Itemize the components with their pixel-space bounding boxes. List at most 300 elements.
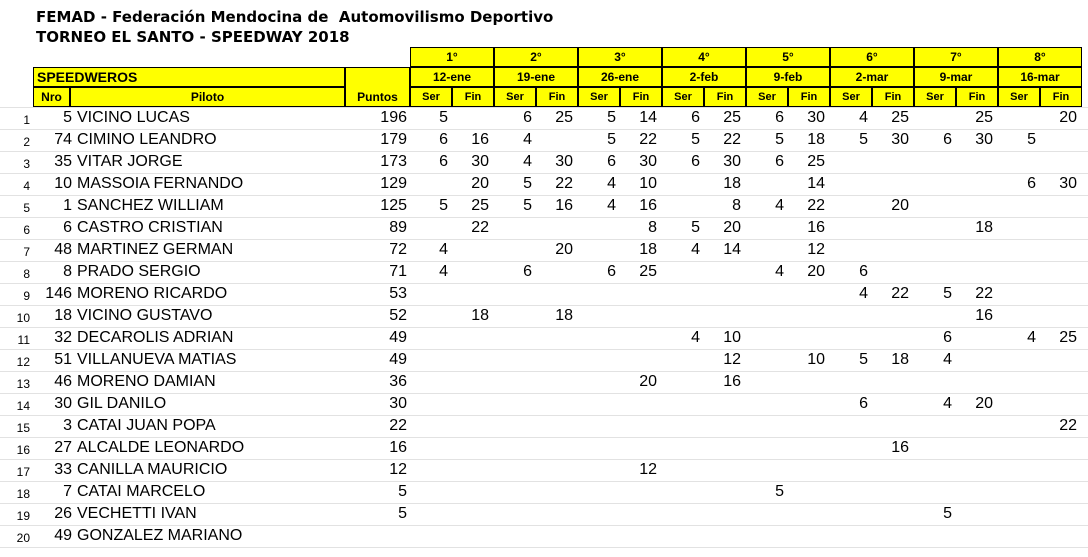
score-fin (1040, 349, 1077, 371)
score-fin (452, 393, 489, 415)
score-ser (914, 371, 952, 393)
score-ser: 5 (691, 131, 700, 148)
score-ser (914, 459, 952, 481)
score-fin: 20 (471, 175, 489, 192)
score-fin: 20 (975, 395, 993, 412)
score-ser (830, 481, 868, 503)
score-ser (662, 371, 700, 393)
row-position: 7 (23, 245, 30, 259)
row-nro: 26 (54, 505, 72, 522)
score-fin: 25 (723, 109, 741, 126)
score-ser (830, 217, 868, 239)
score-fin (704, 437, 741, 459)
score-ser (830, 371, 868, 393)
row-nro: 6 (63, 219, 72, 236)
score-fin (536, 503, 573, 525)
score-ser (662, 415, 700, 437)
score-fin (452, 459, 489, 481)
score-ser (410, 481, 448, 503)
row-nro: 27 (54, 439, 72, 456)
score-fin: 30 (639, 153, 657, 170)
score-fin: 16 (471, 131, 489, 148)
score-fin (452, 437, 489, 459)
score-fin: 25 (555, 109, 573, 126)
score-fin: 30 (807, 109, 825, 126)
row-piloto: MARTINEZ GERMAN (77, 241, 234, 258)
score-fin: 18 (723, 175, 741, 192)
row-puntos: 125 (380, 197, 407, 214)
row-position: 13 (16, 377, 30, 391)
score-ser (914, 239, 952, 261)
score-fin: 22 (891, 285, 909, 302)
score-fin: 30 (891, 131, 909, 148)
score-ser (914, 107, 952, 129)
score-fin: 25 (807, 153, 825, 170)
score-fin (704, 459, 741, 481)
score-ser: 5 (775, 131, 784, 148)
row-piloto: CASTRO CRISTIAN (77, 219, 223, 236)
score-fin: 30 (555, 153, 573, 170)
score-ser (746, 437, 784, 459)
row-piloto: CIMINO LEANDRO (77, 131, 217, 148)
score-fin: 14 (639, 109, 657, 126)
score-fin (872, 371, 909, 393)
sub-ser-header: Ser (998, 87, 1040, 107)
score-ser (494, 437, 532, 459)
score-fin: 10 (639, 175, 657, 192)
score-ser (998, 503, 1036, 525)
score-fin: 14 (807, 175, 825, 192)
score-fin (872, 481, 909, 503)
score-fin (872, 415, 909, 437)
score-ser: 6 (691, 153, 700, 170)
row-piloto: VICINO LUCAS (77, 109, 190, 126)
row-piloto: VITAR JORGE (77, 153, 183, 170)
score-fin (788, 415, 825, 437)
row-gridline (0, 547, 1088, 548)
row-puntos: 53 (389, 285, 407, 302)
score-ser (494, 349, 532, 371)
score-fin (704, 525, 741, 547)
score-ser (998, 261, 1036, 283)
header-line-1: FEMAD - Federación Mendocina de Automovilismo Deportivo (36, 8, 554, 26)
score-ser: 4 (607, 175, 616, 192)
score-ser (998, 415, 1036, 437)
score-ser (914, 481, 952, 503)
score-fin: 12 (639, 461, 657, 478)
score-ser (662, 349, 700, 371)
score-ser (494, 327, 532, 349)
score-ser (914, 195, 952, 217)
score-fin (872, 217, 909, 239)
row-nro: 48 (54, 241, 72, 258)
score-fin: 16 (807, 219, 825, 236)
score-ser (998, 107, 1036, 129)
score-ser: 4 (775, 197, 784, 214)
row-position: 19 (16, 509, 30, 523)
score-fin (536, 217, 573, 239)
score-ser: 5 (607, 131, 616, 148)
score-fin: 30 (1059, 175, 1077, 192)
row-position: 6 (23, 223, 30, 237)
row-nro: 30 (54, 395, 72, 412)
score-ser (494, 481, 532, 503)
sub-ser-header: Ser (662, 87, 704, 107)
score-fin: 16 (723, 373, 741, 390)
row-piloto: CANILLA MAURICIO (77, 461, 228, 478)
score-ser (494, 305, 532, 327)
score-ser (578, 349, 616, 371)
score-fin: 16 (975, 307, 993, 324)
score-fin (956, 459, 993, 481)
score-fin (872, 459, 909, 481)
score-ser (914, 217, 952, 239)
score-fin (536, 327, 573, 349)
score-ser: 4 (943, 395, 952, 412)
score-fin: 25 (1059, 329, 1077, 346)
score-fin (620, 415, 657, 437)
score-fin (536, 261, 573, 283)
score-fin (1040, 283, 1077, 305)
score-ser (914, 173, 952, 195)
row-position: 5 (23, 201, 30, 215)
score-fin: 12 (807, 241, 825, 258)
score-ser: 5 (607, 109, 616, 126)
row-nro: 10 (54, 175, 72, 192)
score-fin: 22 (1059, 417, 1077, 434)
score-ser (578, 239, 616, 261)
score-fin (956, 371, 993, 393)
score-fin (1040, 525, 1077, 547)
round-label: 4° (662, 47, 746, 67)
row-piloto: CATAI JUAN POPA (77, 417, 216, 434)
score-ser (410, 459, 448, 481)
score-ser (494, 239, 532, 261)
score-ser (746, 217, 784, 239)
score-ser (830, 239, 868, 261)
row-puntos: 72 (389, 241, 407, 258)
score-ser (746, 305, 784, 327)
score-fin (452, 283, 489, 305)
score-fin: 22 (807, 197, 825, 214)
row-puntos: 16 (389, 439, 407, 456)
score-ser: 5 (859, 351, 868, 368)
row-piloto: DECAROLIS ADRIAN (77, 329, 234, 346)
score-ser (914, 437, 952, 459)
row-piloto: PRADO SERGIO (77, 263, 201, 280)
score-ser (578, 283, 616, 305)
score-fin (704, 393, 741, 415)
score-fin (452, 261, 489, 283)
score-fin (452, 239, 489, 261)
score-fin: 22 (555, 175, 573, 192)
score-ser: 6 (1027, 175, 1036, 192)
sub-fin-header: Fin (872, 87, 914, 107)
score-fin (788, 525, 825, 547)
score-ser: 6 (523, 109, 532, 126)
round-label: 7° (914, 47, 998, 67)
score-ser (410, 393, 448, 415)
sub-fin-header: Fin (452, 87, 494, 107)
row-puntos: 5 (398, 483, 407, 500)
sub-fin-header: Fin (788, 87, 830, 107)
score-fin (788, 481, 825, 503)
score-fin (620, 503, 657, 525)
score-ser (578, 217, 616, 239)
score-fin (452, 349, 489, 371)
score-ser (578, 415, 616, 437)
score-fin: 20 (723, 219, 741, 236)
sub-fin-header: Fin (620, 87, 662, 107)
score-fin (704, 481, 741, 503)
score-fin (620, 481, 657, 503)
score-fin (956, 481, 993, 503)
row-puntos: 30 (389, 395, 407, 412)
score-ser: 4 (859, 285, 868, 302)
score-fin: 8 (732, 197, 741, 214)
score-ser: 5 (523, 175, 532, 192)
score-fin (1040, 217, 1077, 239)
score-fin: 25 (975, 109, 993, 126)
score-ser (410, 283, 448, 305)
score-ser (998, 151, 1036, 173)
score-fin (1040, 503, 1077, 525)
row-nro: 5 (63, 109, 72, 126)
score-ser (998, 371, 1036, 393)
score-fin: 30 (723, 153, 741, 170)
row-piloto: ALCALDE LEONARDO (77, 439, 245, 456)
row-nro: 1 (63, 197, 72, 214)
row-position: 1 (23, 113, 30, 127)
score-fin (1040, 481, 1077, 503)
score-fin (872, 525, 909, 547)
score-fin (956, 415, 993, 437)
score-ser (410, 327, 448, 349)
score-fin (956, 173, 993, 195)
score-fin (956, 503, 993, 525)
score-ser: 6 (943, 329, 952, 346)
score-fin (536, 349, 573, 371)
score-ser (578, 437, 616, 459)
score-fin: 10 (723, 329, 741, 346)
score-ser (746, 393, 784, 415)
score-ser: 6 (439, 153, 448, 170)
score-ser: 4 (691, 241, 700, 258)
score-ser: 4 (943, 351, 952, 368)
score-fin (536, 283, 573, 305)
row-puntos: 36 (389, 373, 407, 390)
score-ser (578, 305, 616, 327)
row-puntos (345, 525, 407, 547)
score-fin (788, 503, 825, 525)
score-ser (494, 503, 532, 525)
round-date: 2-feb (662, 67, 746, 87)
col-puntos-header: Puntos (345, 67, 410, 107)
round-date: 9-feb (746, 67, 830, 87)
row-piloto: MORENO RICARDO (77, 285, 228, 302)
score-ser: 6 (943, 131, 952, 148)
score-fin: 25 (471, 197, 489, 214)
score-fin (620, 437, 657, 459)
score-fin (1040, 305, 1077, 327)
score-ser (914, 261, 952, 283)
row-nro: 32 (54, 329, 72, 346)
score-fin: 22 (975, 285, 993, 302)
score-fin: 22 (471, 219, 489, 236)
round-date: 9-mar (914, 67, 998, 87)
score-ser (998, 481, 1036, 503)
score-fin (872, 261, 909, 283)
score-fin (452, 327, 489, 349)
score-fin (452, 107, 489, 129)
row-position: 15 (16, 421, 30, 435)
score-fin: 25 (891, 109, 909, 126)
score-ser (494, 283, 532, 305)
score-ser (578, 371, 616, 393)
score-ser: 4 (1027, 329, 1036, 346)
score-ser: 4 (523, 153, 532, 170)
row-puntos: 129 (380, 175, 407, 192)
row-nro: 33 (54, 461, 72, 478)
score-ser: 4 (523, 131, 532, 148)
score-ser (662, 503, 700, 525)
row-position: 17 (16, 465, 30, 479)
score-fin (872, 393, 909, 415)
score-ser (998, 459, 1036, 481)
score-ser (494, 415, 532, 437)
round-label: 1° (410, 47, 494, 67)
score-fin (536, 393, 573, 415)
score-ser: 4 (859, 109, 868, 126)
score-ser (494, 393, 532, 415)
row-puntos: 89 (389, 219, 407, 236)
score-ser: 6 (775, 109, 784, 126)
score-ser (578, 459, 616, 481)
row-piloto: VICINO GUSTAVO (77, 307, 213, 324)
score-ser (410, 525, 448, 547)
score-ser (830, 151, 868, 173)
score-ser: 6 (439, 131, 448, 148)
col-piloto-header: Piloto (70, 87, 345, 107)
row-piloto: SANCHEZ WILLIAM (77, 197, 224, 214)
score-fin (956, 525, 993, 547)
score-ser (830, 459, 868, 481)
score-fin (872, 305, 909, 327)
row-nro: 18 (54, 307, 72, 324)
score-ser (746, 239, 784, 261)
row-nro: 35 (54, 153, 72, 170)
score-fin (788, 305, 825, 327)
score-ser (662, 393, 700, 415)
score-fin: 14 (723, 241, 741, 258)
score-ser: 5 (859, 131, 868, 148)
score-ser (578, 481, 616, 503)
score-fin (956, 195, 993, 217)
score-fin (620, 349, 657, 371)
score-fin: 18 (471, 307, 489, 324)
row-nro: 74 (54, 131, 72, 148)
score-fin (872, 503, 909, 525)
round-label: 6° (830, 47, 914, 67)
score-fin: 20 (807, 263, 825, 280)
score-ser: 4 (607, 197, 616, 214)
row-position: 10 (16, 311, 30, 325)
score-ser: 6 (607, 263, 616, 280)
score-ser: 5 (1027, 131, 1036, 148)
row-position: 18 (16, 487, 30, 501)
sub-fin-header: Fin (1040, 87, 1082, 107)
score-ser (998, 305, 1036, 327)
row-puntos: 52 (389, 307, 407, 324)
score-ser: 5 (691, 219, 700, 236)
score-fin (620, 525, 657, 547)
score-fin: 18 (555, 307, 573, 324)
score-fin: 10 (807, 351, 825, 368)
row-position: 12 (16, 355, 30, 369)
score-ser (410, 437, 448, 459)
row-nro: 7 (63, 483, 72, 500)
score-fin (788, 371, 825, 393)
round-date: 19-ene (494, 67, 578, 87)
score-ser (662, 173, 700, 195)
score-fin (1040, 371, 1077, 393)
sub-fin-header: Fin (536, 87, 578, 107)
round-label: 5° (746, 47, 830, 67)
score-ser (998, 195, 1036, 217)
score-ser (830, 503, 868, 525)
score-ser: 4 (775, 263, 784, 280)
row-position: 8 (23, 267, 30, 281)
row-puntos: 179 (380, 131, 407, 148)
score-ser (830, 195, 868, 217)
score-ser (746, 503, 784, 525)
row-piloto: VECHETTI IVAN (77, 505, 197, 522)
score-ser: 5 (943, 285, 952, 302)
score-ser (662, 283, 700, 305)
score-ser (410, 305, 448, 327)
row-puntos: 49 (389, 329, 407, 346)
sub-ser-header: Ser (494, 87, 536, 107)
score-fin (788, 393, 825, 415)
score-ser (998, 525, 1036, 547)
score-fin: 18 (975, 219, 993, 236)
row-piloto: MASSOIA FERNANDO (77, 175, 244, 192)
score-fin (452, 371, 489, 393)
score-ser (998, 283, 1036, 305)
score-fin (788, 327, 825, 349)
score-ser (914, 305, 952, 327)
row-nro: 3 (63, 417, 72, 434)
score-fin (1040, 459, 1077, 481)
score-fin: 16 (555, 197, 573, 214)
score-ser (578, 525, 616, 547)
score-ser (998, 349, 1036, 371)
section-label: SPEEDWEROS (33, 67, 345, 87)
round-date: 26-ene (578, 67, 662, 87)
score-ser (830, 415, 868, 437)
score-ser (746, 371, 784, 393)
score-ser (494, 371, 532, 393)
score-fin (872, 327, 909, 349)
score-ser: 6 (775, 153, 784, 170)
round-label: 2° (494, 47, 578, 67)
round-date: 2-mar (830, 67, 914, 87)
score-fin (620, 393, 657, 415)
row-position: 3 (23, 157, 30, 171)
score-ser (662, 195, 700, 217)
score-fin: 16 (891, 439, 909, 456)
score-fin (704, 415, 741, 437)
